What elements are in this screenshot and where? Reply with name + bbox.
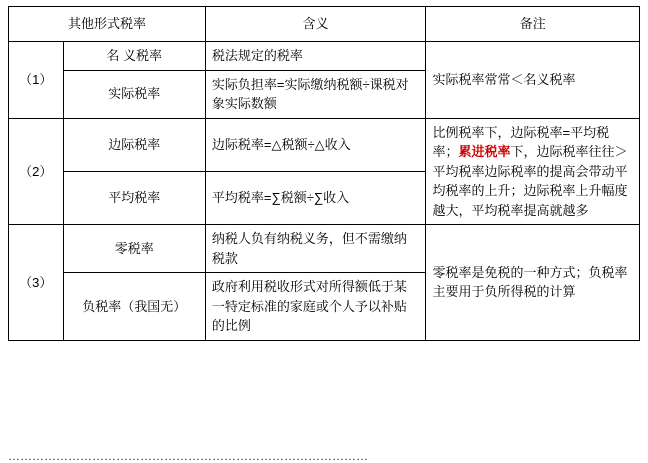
group-note-1: 实际税率常常＜名义税率 xyxy=(426,42,640,119)
header-cell-note: 备注 xyxy=(426,7,640,42)
table-row xyxy=(9,42,640,71)
rate-name: 边际税率 xyxy=(63,118,205,171)
rate-name: 实际税率 xyxy=(63,70,205,118)
rate-meaning: 实际负担率=实际缴纳税额÷课税对象实际数额 xyxy=(205,70,426,118)
group-note-2 xyxy=(426,118,640,225)
rate-meaning: 纳税人负有纳税义务，但不需缴纳税款 xyxy=(205,225,426,273)
rate-meaning: 边际税率=△税额÷△收入 xyxy=(205,118,426,171)
group-label-2: （2） xyxy=(9,118,64,225)
table-row xyxy=(9,118,640,171)
header-cell-forms: 其他形式税率 xyxy=(9,7,206,42)
tax-rate-table xyxy=(8,6,640,341)
rate-name: 名 义税率 xyxy=(63,42,205,71)
note-text-marginal-raise: 边际税率的提高会带动平均税率的上升； xyxy=(432,163,628,198)
rate-meaning: 平均税率=∑税额÷∑收入 xyxy=(205,171,426,224)
group-note-3: 零税率是免税的一种方式；负税率主要用于负所得税的计算 xyxy=(426,225,640,341)
table-header-row xyxy=(9,7,640,42)
rate-name: 负税率（我国无） xyxy=(63,273,205,341)
note-text-proportional: 比例税率下，边际税率=平均税率； xyxy=(432,124,610,159)
rate-meaning: 税法规定的税率 xyxy=(205,42,426,71)
note-text-progressive-rest: 下，边际税率往往＞平均税率 xyxy=(432,144,628,179)
note-highlight-progressive: 累进税率 xyxy=(458,144,511,159)
note-text-marginal-extent: 边际税率上升幅度越大，平均税率提高就越多 xyxy=(432,183,628,218)
footer-dots: ……………………………………………………………………………… xyxy=(8,449,368,463)
group-label-1: （1） xyxy=(9,42,64,119)
table-row xyxy=(9,225,640,273)
rate-meaning: 政府利用税收形式对所得额低于某一特定标准的家庭或个人予以补贴的比例 xyxy=(205,273,426,341)
rate-name: 平均税率 xyxy=(63,171,205,224)
rate-name: 零税率 xyxy=(63,225,205,273)
group-label-3: （3） xyxy=(9,225,64,341)
header-cell-meaning: 含义 xyxy=(205,7,426,42)
